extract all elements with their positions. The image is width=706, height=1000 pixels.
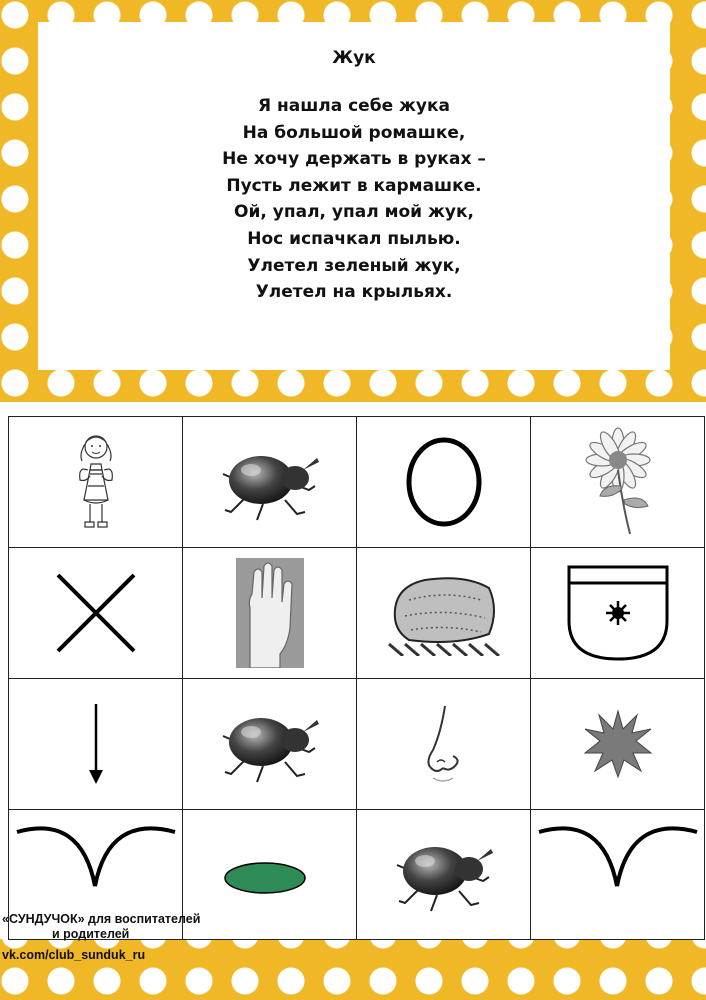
grid-cell [531,810,705,940]
grid-cell [531,679,705,810]
green-oval-icon [185,810,355,920]
grid-cell [183,417,357,548]
credit-link[interactable]: vk.com/club_sunduk_ru [2,948,146,962]
poem-line: Ой, упал, упал мой жук, [234,202,474,223]
credit-line-2: и родителей [52,927,130,941]
hand-icon [236,558,304,668]
grid-cell [9,548,183,679]
poem-card [38,22,670,370]
poem-line: Пусть лежит в кармашке. [226,175,482,196]
grid-cell [357,810,531,940]
grid-cell [183,679,357,810]
grid-cell [9,679,183,810]
poem-line: Улетел на крыльях. [255,282,453,303]
wing-arcs-icon [533,810,703,890]
grid-cell [531,417,705,548]
grid-row-1 [9,417,705,548]
girl-icon [66,430,126,534]
grid-cell [531,548,705,679]
credit-block [0,912,230,963]
poem-title: Жук [332,48,376,68]
grid-cell [357,548,531,679]
dust-burst-icon [583,709,653,779]
cross-icon [50,567,142,659]
wing-arcs-icon [11,810,181,890]
pictogram-grid-area [0,402,706,939]
poem-line: Улетел зеленый жук, [247,255,461,276]
down-arrow-icon [86,702,106,786]
circle-icon [404,435,484,529]
credit-line-1: «СУНДУЧОК» для воспитателей [2,912,201,926]
poem-line: На большой ромашке, [242,122,466,143]
beetle-icon [389,828,499,918]
pocket-with-sun-icon [565,563,671,663]
beetle-icon [215,440,325,524]
poem-lines [38,93,670,306]
grid-cell [183,548,357,679]
pictogram-grid [8,416,705,940]
poem-line: Не хочу держать в руках – [222,149,486,170]
grid-cell [9,417,183,548]
grid-cell [357,679,531,810]
grid-cell [357,417,531,548]
grid-row-3 [9,679,705,810]
chamomile-icon [570,426,666,538]
nose-icon [419,702,469,786]
poem-line: Нос испачкал пылью. [247,228,461,249]
grid-row-2 [9,548,705,679]
beetle-icon [215,702,325,786]
pillow-icon [385,570,503,656]
poem-line: Я нашла себе жука [257,96,451,116]
